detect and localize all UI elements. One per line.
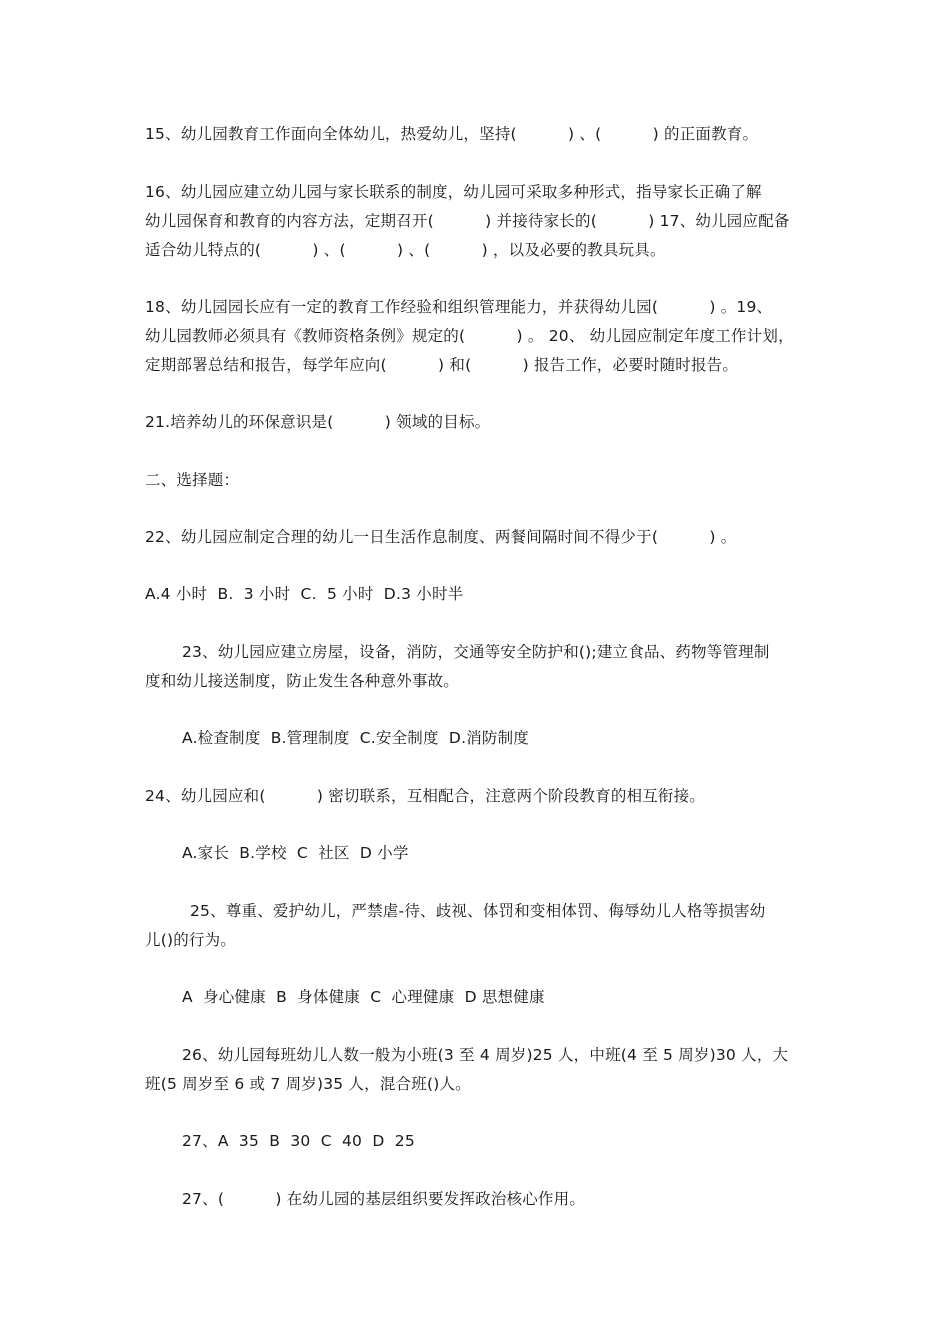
q16-line-1: 16、幼儿园应建立幼儿园与家长联系的制度，幼儿园可采取多种形式，指导家长正确了解 <box>145 183 762 201</box>
section-heading-choice: 二、选择题： <box>145 471 240 489</box>
q25-options: A 身心健康 B 身体健康 C 心理健康 D 思想健康 <box>182 988 545 1006</box>
q23-options: A.检查制度 B.管理制度 C.安全制度 D.消防制度 <box>182 729 529 747</box>
q23-line-1: 23、幼儿园应建立房屋，设备，消防，交通等安全防护和();建立食品、药物等管理制 <box>182 643 770 661</box>
q27-line: 27、( ) 在幼儿园的基层组织要发挥政治核心作用。 <box>182 1190 586 1208</box>
q24-line: 24、幼儿园应和( ) 密切联系，互相配合，注意两个阶段教育的相互衔接。 <box>145 787 706 805</box>
q15-line: 15、幼儿园教育工作面向全体幼儿，热爱幼儿，坚持( ) 、( ) 的正面教育。 <box>145 125 759 143</box>
q21-line: 21.培养幼儿的环保意识是( ) 领域的目标。 <box>145 413 491 431</box>
q17-line-3: 适合幼儿特点的( ) 、( ) 、( ) ，以及必要的教具玩具。 <box>145 241 666 259</box>
q22-line: 22、幼儿园应制定合理的幼儿一日生活作息制度、两餐间隔时间不得少于( ) 。 <box>145 528 737 546</box>
q24-options: A.家长 B.学校 C 社区 D 小学 <box>182 844 409 862</box>
q22-options: A.4 小时 B. 3 小时 C. 5 小时 D.3 小时半 <box>145 585 464 603</box>
q25-line-1: 25、尊重、爱护幼儿，严禁虐-待、歧视、体罚和变相体罚、侮辱幼儿人格等损害幼 <box>190 902 766 920</box>
q23-line-2: 度和幼儿接送制度，防止发生各种意外事故。 <box>145 672 460 690</box>
q26-options: 27、A 35 B 30 C 40 D 25 <box>182 1132 415 1150</box>
q25-line-2: 儿()的行为。 <box>145 931 236 949</box>
q19-20-line-2: 幼儿园教师必须具有《教师资格条例》规定的( ) 。 20、 幼儿园应制定年度工作计划， <box>145 327 794 345</box>
q18-19-line-1: 18、幼儿园园长应有一定的教育工作经验和组织管理能力，并获得幼儿园( ) 。19、 <box>145 298 773 316</box>
q26-line-1: 26、幼儿园每班幼儿人数一般为小班(3 至 4 周岁)25 人，中班(4 至 5 周岁)30 人，大 <box>182 1046 789 1064</box>
q16-17-line-2: 幼儿园保育和教育的内容方法，定期召开( ) 并接待家长的( ) 17、幼儿园应配备 <box>145 212 790 230</box>
q20-line-3: 定期部署总结和报告，每学年应向( ) 和( ) 报告工作，必要时随时报告。 <box>145 356 739 374</box>
q26-line-2: 班(5 周岁至 6 或 7 周岁)35 人，混合班()人。 <box>145 1075 471 1093</box>
